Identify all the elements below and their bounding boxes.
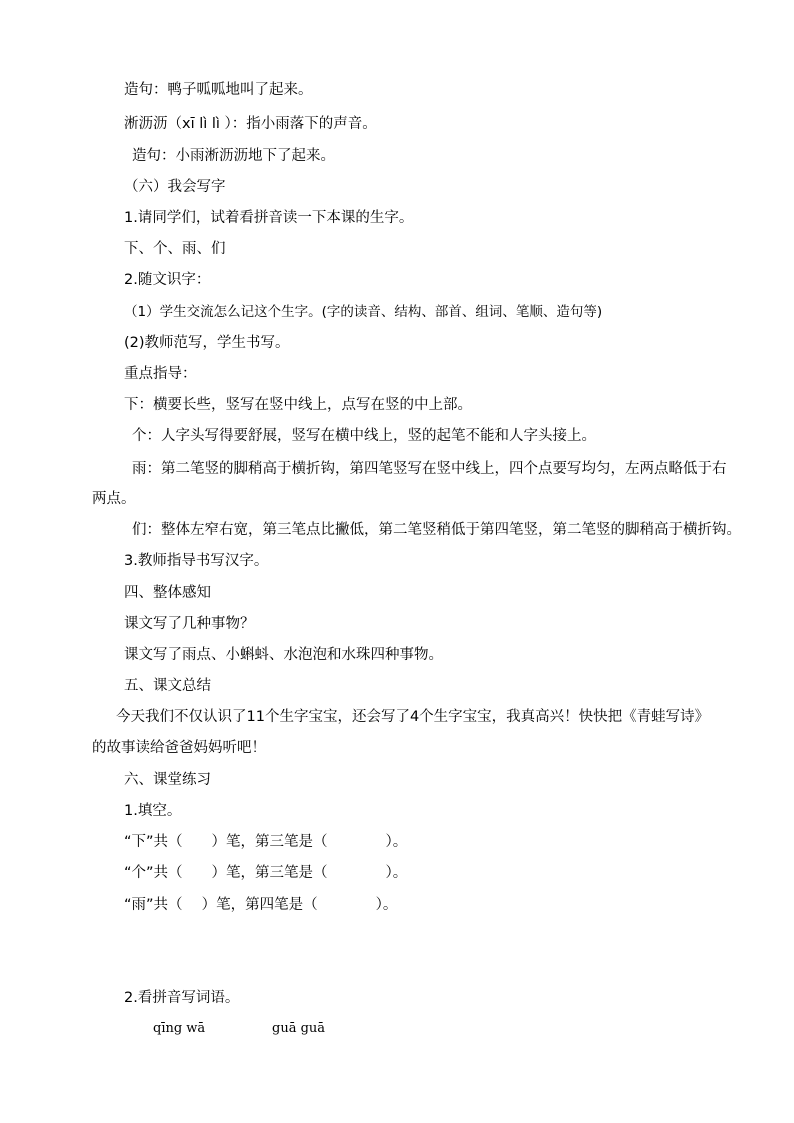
fill-blank-yu: “雨”共（ ）笔，第四笔是（ ）。 [124, 897, 398, 913]
word-definition-xilili: 淅沥沥（xī lì lì ）：指小雨落下的声音。 [124, 116, 377, 132]
guidance-xia: 下：横要长些，竖写在竖中线上，点写在竖的中上部。 [124, 397, 472, 413]
guidance-men: 们：整体左窄右宽，第三笔点比撇低，第二笔竖稍低于第四笔竖，第二笔竖的脚稍高于横折钩。 [132, 522, 741, 538]
section-heading-summary: 五、课文总结 [124, 678, 211, 694]
question-how-many-things: 课文写了几种事物？ [124, 616, 255, 632]
pinyin-qingwa: qīng wā [153, 1021, 206, 1036]
exercise-fill-blanks: 1.填空。 [124, 803, 182, 819]
summary-paragraph-continued: 的故事读给爸爸妈妈听吧！ [92, 740, 266, 756]
guidance-ge: 个：人字头写得要舒展，竖写在横中线上，竖的起笔不能和人字头接上。 [132, 428, 596, 444]
pinyin-guagua: guā guā [272, 1021, 326, 1036]
step-discussion: （1）学生交流怎么记这个生字。(字的读音、结构、部首、组词、笔顺、造句等) [124, 304, 603, 320]
guidance-yu-continued: 两点。 [92, 491, 136, 507]
section-heading-writing: （六）我会写字 [124, 179, 226, 195]
fill-blank-xia: “下”共（ ）笔，第三笔是（ ）。 [124, 834, 408, 850]
instruction-recognize: 2.随文识字： [124, 272, 211, 288]
instruction-teacher-guides: 3.教师指导书写汉字。 [124, 553, 269, 569]
step-demo-writing: (2)教师范写，学生书写。 [124, 335, 290, 351]
guidance-yu: 雨：第二笔竖的脚稍高于横折钩，第四笔竖写在竖中线上，四个点要写均匀，左两点略低于右 [132, 461, 727, 477]
summary-paragraph: 今天我们不仅认识了11个生字宝宝，还会写了4个生字宝宝，我真高兴！快快把《青蛙写诗》 [116, 709, 710, 725]
answer-four-things: 课文写了雨点、小蝌蚪、水泡泡和水珠四种事物。 [124, 647, 443, 663]
section-heading-perception: 四、整体感知 [124, 585, 211, 601]
example-sentence-rain: 造句：小雨淅沥沥地下了起来。 [132, 148, 335, 164]
fill-blank-ge: “个”共（ ）笔，第三笔是（ ）。 [124, 865, 408, 881]
example-sentence-quack: 造句：鸭子呱呱地叫了起来。 [124, 82, 313, 98]
section-heading-practice: 六、课堂练习 [124, 772, 211, 788]
key-guidance-label: 重点指导： [124, 366, 197, 382]
new-characters-list: 下、个、雨、们 [124, 241, 226, 257]
exercise-pinyin-words: 2.看拼音写词语。 [124, 990, 240, 1006]
instruction-read-pinyin: 1.请同学们，试着看拼音读一下本课的生字。 [124, 210, 414, 226]
